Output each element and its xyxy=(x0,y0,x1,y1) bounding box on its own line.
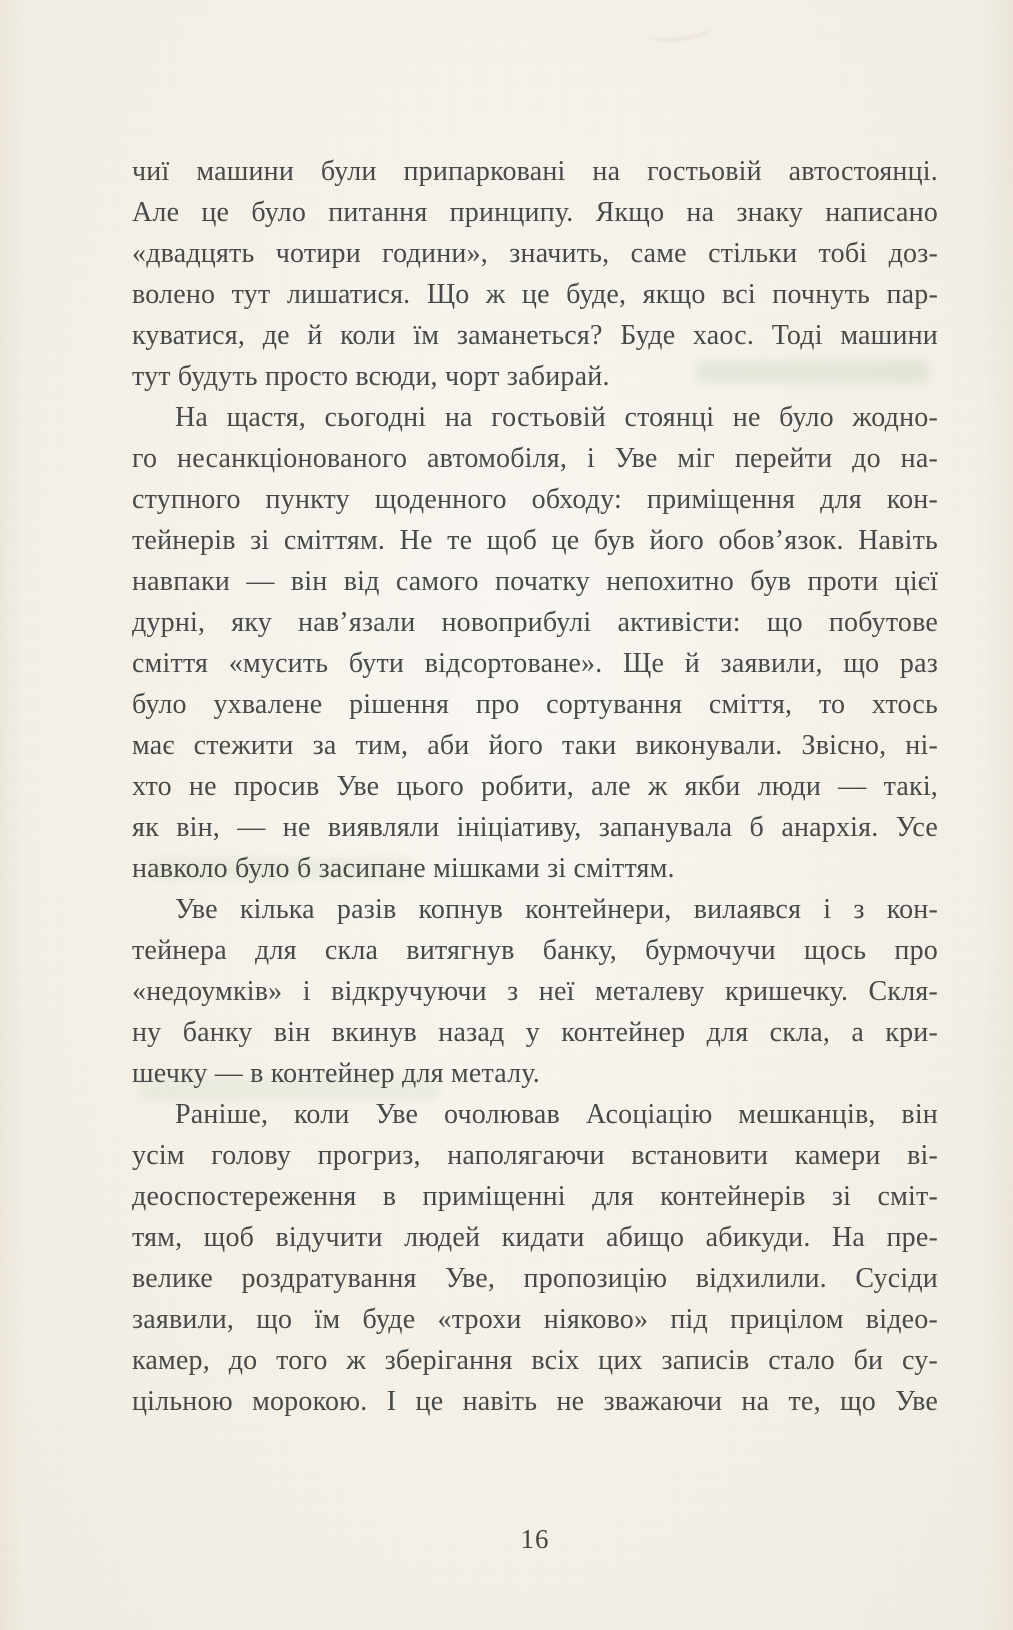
text-line: «недоумків» і відкручуючи з неї металеву кришечку. Скля- xyxy=(132,976,938,1007)
text-line: хто не просив Уве цього робити, але ж якби люди — такі, xyxy=(132,771,938,802)
text-line: як він, — не виявляли ініціативу, запанувала б анархія. Усе xyxy=(132,812,938,843)
text-line: було ухвалене рішення про сортування сміття, то хтось xyxy=(132,689,938,720)
text-line: ну банку він вкинув назад у контейнер для скла, а кри- xyxy=(132,1017,938,1048)
text-line: цільною морокою. І це навіть не зважаючи на те, що Уве xyxy=(132,1386,938,1417)
text-line: шечку — в контейнер для металу. xyxy=(132,1058,540,1089)
text-line: тут будуть просто всюди, чорт забирай. xyxy=(132,361,610,392)
text-line: сміття «мусить бути відсортоване». Ще й заявили, що раз xyxy=(132,648,938,679)
text-line: тейнерів зі сміттям. Не те щоб це був його обов’язок. Навіть xyxy=(132,525,938,556)
body-text xyxy=(132,151,938,1422)
paragraph xyxy=(132,889,938,1094)
pencil-mark-artifact xyxy=(647,18,713,44)
text-line: тям, щоб відучити людей кидати абищо абикуди. На пре- xyxy=(132,1222,938,1253)
paragraph xyxy=(132,1094,938,1422)
paragraph xyxy=(132,151,938,397)
text-line: куватися, де й коли їм заманеться? Буде хаос. Тоді машини xyxy=(132,320,938,351)
text-line: Але це було питання принципу. Якщо на знаку написано xyxy=(132,197,938,228)
text-line: усім голову прогриз, наполягаючи встановити камери ві- xyxy=(132,1140,938,1171)
paragraph xyxy=(132,397,938,889)
text-line: навколо було б засипане мішками зі сміттям. xyxy=(132,853,675,884)
text-line: деоспостереження в приміщенні для контейнерів зі сміт- xyxy=(132,1181,938,1212)
text-line: го несанкціонованого автомобіля, і Уве міг перейти до на- xyxy=(132,443,938,474)
text-line: Уве кілька разів копнув контейнери, вилаявся і з кон- xyxy=(175,894,938,925)
text-line: «двадцять чотири години», значить, саме стільки тобі доз- xyxy=(132,238,938,269)
text-line: заявили, що їм буде «трохи ніяково» під прицілом відео- xyxy=(132,1304,938,1335)
text-line: чиї машини були припарковані на гостьовій автостоянці. xyxy=(132,156,938,187)
text-line: волено тут лишатися. Що ж це буде, якщо всі почнуть пар- xyxy=(132,279,938,310)
text-line: дурні, яку нав’язали новоприбулі активісти: що побутове xyxy=(132,607,938,638)
text-line: навпаки — він від самого початку непохитно був проти цієї xyxy=(132,566,938,597)
page-number: 16 xyxy=(520,1524,550,1554)
text-line: ступного пункту щоденного обходу: приміщення для кон- xyxy=(132,484,938,515)
text-line: тейнера для скла витягнув банку, бурмочучи щось про xyxy=(132,935,938,966)
text-line: На щастя, сьогодні на гостьовій стоянці не було жодно- xyxy=(175,402,938,433)
text-line: Раніше, коли Уве очолював Асоціацію мешканців, він xyxy=(175,1099,938,1130)
text-line: має стежити за тим, аби його таки виконували. Звісно, ні- xyxy=(132,730,938,761)
text-line: камер, до того ж зберігання всіх цих записів стало би су- xyxy=(132,1345,938,1376)
text-line: велике роздратування Уве, пропозицію відхилили. Сусіди xyxy=(132,1263,938,1294)
